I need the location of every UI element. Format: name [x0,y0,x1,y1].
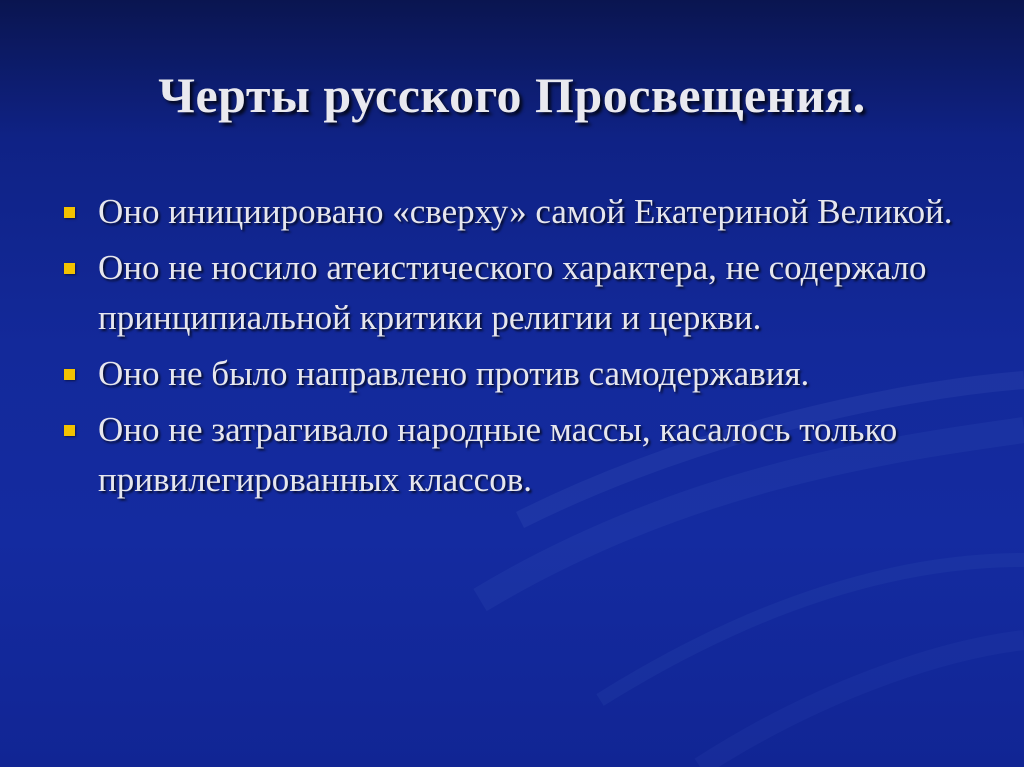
bullet-item [60,243,960,343]
square-bullet-icon [64,425,75,436]
square-bullet-icon [64,263,75,274]
bullet-item [60,187,960,237]
bullet-list [60,187,960,511]
bullet-item [60,349,960,399]
bullet-text: Оно не носило атеистического характера, не содержало принципиальной критики религии и церкви. [98,248,927,337]
swoosh-curve [600,560,1024,700]
swoosh-curve [700,640,1024,767]
slide-title: Черты русского Просвещения. [158,67,866,123]
bullet-text: Оно инициировано «сверху» самой Екатериной Великой. [98,192,953,231]
bullet-text: Оно не затрагивало народные массы, касалось только привилегированных классов. [98,410,898,499]
square-bullet-icon [64,207,75,218]
square-bullet-icon [64,369,75,380]
bullet-text: Оно не было направлено против самодержавия. [98,354,810,393]
bullet-item [60,405,960,505]
